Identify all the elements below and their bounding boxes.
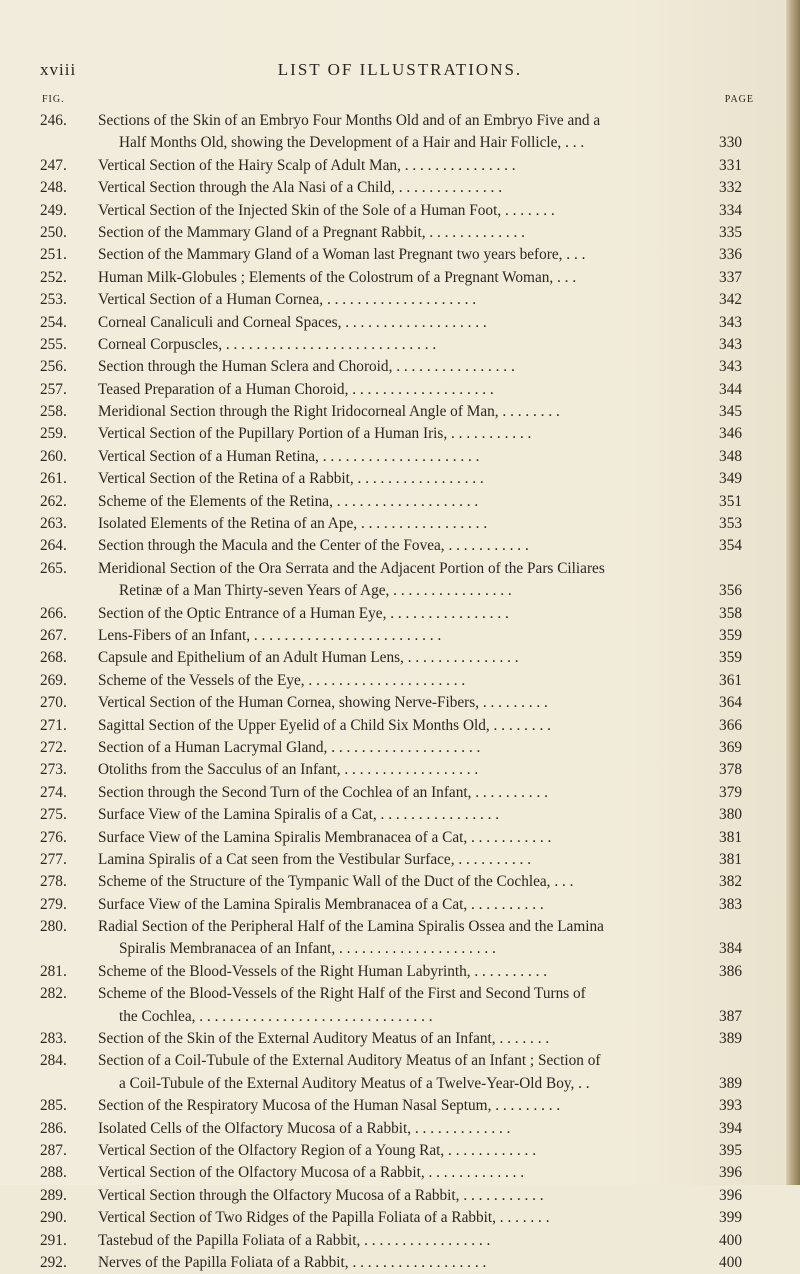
list-item — [0, 871, 786, 893]
page-column-label: PAGE — [724, 94, 754, 105]
list-item — [0, 1118, 786, 1140]
page-reference: 386 — [719, 962, 742, 980]
figure-number: 260. — [40, 447, 67, 465]
figure-caption: Scheme of the Vessels of the Eye, . . . . . . . . . . . . . . . . . . . . . — [98, 671, 466, 689]
figure-number: 289. — [40, 1186, 67, 1204]
list-item — [0, 1028, 786, 1050]
page-reference: 342 — [719, 291, 742, 309]
figure-number: 283. — [40, 1030, 67, 1048]
figure-caption: Sagittal Section of the Upper Eyelid of a Child Six Months Old, . . . . . . . . — [98, 716, 551, 734]
list-item — [0, 491, 786, 513]
page-reference: 349 — [719, 470, 742, 488]
figure-number: 261. — [40, 470, 67, 488]
entry-line — [0, 312, 786, 334]
list-item — [0, 535, 786, 557]
entry-continuation-line — [0, 938, 786, 960]
figure-caption: Surface View of the Lamina Spiralis Membranacea of a Cat, . . . . . . . . . . . — [98, 828, 552, 846]
figure-caption: Nerves of the Papilla Foliata of a Rabbit, . . . . . . . . . . . . . . . . . . — [98, 1253, 487, 1271]
list-item — [0, 1162, 786, 1184]
list-item — [0, 312, 786, 334]
figure-number: 246. — [40, 112, 67, 129]
page-reference: 344 — [719, 380, 742, 398]
figure-caption: Human Milk-Globules ; Elements of the Colostrum of a Pregnant Woman, . . . — [98, 268, 577, 286]
page-reference: 382 — [719, 873, 742, 891]
figure-caption: Vertical Section of a Human Retina, . . . . . . . . . . . . . . . . . . . . . — [98, 447, 480, 465]
figure-number: 281. — [40, 962, 67, 980]
figure-number: 267. — [40, 626, 67, 644]
figure-number: 255. — [40, 335, 67, 353]
list-item — [0, 1207, 786, 1229]
figure-caption: Section of the Mammary Gland of a Pregnant Rabbit, . . . . . . . . . . . . . — [98, 223, 525, 241]
page-reference: 366 — [719, 716, 742, 734]
figure-number: 274. — [40, 783, 67, 801]
list-item — [0, 804, 786, 826]
figure-caption: Vertical Section of a Human Cornea, . . . . . . . . . . . . . . . . . . . . — [98, 291, 477, 309]
entry-line — [0, 849, 786, 871]
page-reference: 359 — [719, 649, 742, 667]
figure-caption: Radial Section of the Peripheral Half of the Lamina Spiralis Ossea and the Lamina — [98, 918, 604, 936]
page-reference: 351 — [719, 492, 742, 510]
figure-caption: Teased Preparation of a Human Choroid, . . . . . . . . . . . . . . . . . . . — [98, 380, 494, 398]
entry-line — [0, 267, 786, 289]
figure-number: 256. — [40, 358, 67, 376]
entry-line — [0, 1162, 786, 1184]
figure-caption: Vertical Section of the Hairy Scalp of Adult Man, . . . . . . . . . . . . . . . — [98, 156, 516, 174]
figure-number: 273. — [40, 761, 67, 779]
figure-caption: Vertical Section of the Olfactory Region of a Young Rat, . . . . . . . . . . . . — [98, 1141, 537, 1159]
figure-number: 286. — [40, 1119, 67, 1137]
entry-line — [0, 961, 786, 983]
page-reference: 359 — [719, 626, 742, 644]
page-reference: 396 — [719, 1186, 742, 1204]
page-reference: 395 — [719, 1141, 742, 1159]
figure-number: 259. — [40, 425, 67, 443]
list-item — [0, 356, 786, 378]
page-reference: 356 — [719, 582, 742, 600]
page-reference: 348 — [719, 447, 742, 465]
page-reference: 358 — [719, 604, 742, 622]
list-item — [0, 715, 786, 737]
figure-caption: Tastebud of the Papilla Foliata of a Rabbit, . . . . . . . . . . . . . . . . . — [98, 1231, 491, 1249]
entry-line — [0, 423, 786, 445]
list-item — [0, 1252, 786, 1274]
list-item — [0, 177, 786, 199]
page-reference: 381 — [719, 828, 742, 846]
figure-number: 257. — [40, 380, 67, 398]
list-item — [0, 401, 786, 423]
entry-line — [0, 827, 786, 849]
entry-line — [0, 871, 786, 893]
figure-number: 251. — [40, 246, 67, 264]
page-number-roman: xviii — [40, 60, 77, 79]
figure-caption: Surface View of the Lamina Spiralis of a Cat, . . . . . . . . . . . . . . . . — [98, 806, 500, 824]
figure-number: 268. — [40, 649, 67, 667]
list-item — [0, 894, 786, 916]
page-reference: 361 — [719, 671, 742, 689]
figure-caption: Otoliths from the Sacculus of an Infant, . . . . . . . . . . . . . . . . . . — [98, 761, 479, 779]
list-item — [0, 827, 786, 849]
entry-line — [0, 200, 786, 222]
figure-caption: Section of the Skin of the External Auditory Meatus of an Infant, . . . . . . . — [98, 1030, 550, 1048]
figure-caption: Vertical Section of the Olfactory Mucosa of a Rabbit, . . . . . . . . . . . . . — [98, 1164, 525, 1182]
entry-line — [0, 513, 786, 535]
figure-caption: Lamina Spiralis of a Cat seen from the Vestibular Surface, . . . . . . . . . . — [98, 850, 532, 868]
page-reference: 332 — [719, 179, 742, 197]
figure-caption: Isolated Cells of the Olfactory Mucosa of a Rabbit, . . . . . . . . . . . . . — [98, 1119, 511, 1137]
entry-line — [0, 491, 786, 513]
figure-number: 266. — [40, 604, 67, 622]
page-reference: 378 — [719, 761, 742, 779]
entry-line — [0, 244, 786, 266]
entry-line — [0, 1028, 786, 1050]
entry-line — [0, 759, 786, 781]
figure-number: 264. — [40, 537, 67, 555]
page-reference: 400 — [719, 1231, 742, 1249]
page-reference: 330 — [719, 134, 742, 152]
entry-continuation-line — [0, 580, 786, 602]
list-item — [0, 468, 786, 490]
page-reference: 335 — [719, 223, 742, 241]
figure-caption: Half Months Old, showing the Development of a Hair and Hair Follicle, . . . — [119, 134, 585, 152]
entry-line — [0, 289, 786, 311]
entry-line — [0, 334, 786, 356]
list-item — [0, 849, 786, 871]
entry-line — [0, 894, 786, 916]
figure-number: 270. — [40, 694, 67, 712]
page-title: LIST OF ILLUSTRATIONS. — [277, 60, 523, 79]
page-reference: 343 — [719, 313, 742, 331]
figure-caption: Corneal Canaliculi and Corneal Spaces, . . . . . . . . . . . . . . . . . . . — [98, 313, 487, 331]
entry-line — [0, 1207, 786, 1229]
figure-number: 252. — [40, 268, 67, 286]
page-reference: 353 — [719, 515, 742, 533]
page-reference: 336 — [719, 246, 742, 264]
figure-number: 290. — [40, 1209, 67, 1227]
list-item — [0, 513, 786, 535]
entry-line — [0, 222, 786, 244]
page-reference: 346 — [719, 425, 742, 443]
list-item — [0, 625, 786, 647]
page-reference: 364 — [719, 694, 742, 712]
figure-caption: Surface View of the Lamina Spiralis Membranacea of a Cat, . . . . . . . . . . — [98, 895, 544, 913]
list-item — [0, 222, 786, 244]
figure-number: 248. — [40, 179, 67, 197]
figure-caption: Section of the Respiratory Mucosa of the Human Nasal Septum, . . . . . . . . . — [98, 1097, 561, 1115]
figure-caption: Scheme of the Blood-Vessels of the Right Half of the First and Second Turns of — [98, 985, 586, 1003]
figure-number: 265. — [40, 559, 67, 577]
figure-caption: Section through the Macula and the Center of the Fovea, . . . . . . . . . . . — [98, 537, 529, 555]
list-item — [0, 446, 786, 468]
figure-caption: Isolated Elements of the Retina of an Ape, . . . . . . . . . . . . . . . . . — [98, 515, 488, 533]
entry-line — [0, 916, 786, 938]
entry-line — [0, 356, 786, 378]
page-reference: 331 — [719, 156, 742, 174]
figure-caption: Vertical Section of the Pupillary Portion of a Human Iris, . . . . . . . . . . . — [98, 425, 532, 443]
entry-line — [0, 177, 786, 199]
figure-caption: Meridional Section of the Ora Serrata and the Adjacent Portion of the Pars Ciliares — [98, 559, 605, 577]
figure-number: 271. — [40, 716, 67, 734]
list-item — [0, 110, 786, 155]
entry-line — [0, 468, 786, 490]
figure-caption: Vertical Section of the Injected Skin of the Sole of a Human Foot, . . . . . . . — [98, 201, 555, 219]
figure-number: 250. — [40, 223, 67, 241]
list-item — [0, 423, 786, 445]
list-item — [0, 1050, 786, 1095]
list-item — [0, 1185, 786, 1207]
entry-continuation-line — [0, 1073, 786, 1095]
entry-line — [0, 446, 786, 468]
figure-caption: Vertical Section of Two Ridges of the Papilla Foliata of a Rabbit, . . . . . . . — [98, 1209, 550, 1227]
entry-line — [0, 647, 786, 669]
figure-caption: Section of the Mammary Gland of a Woman last Pregnant two years before, . . . — [98, 246, 586, 264]
list-item — [0, 334, 786, 356]
illustrations-list — [0, 110, 786, 1274]
column-headings — [42, 94, 754, 108]
page-reference: 380 — [719, 806, 742, 824]
figure-number: 269. — [40, 671, 67, 689]
entry-line — [0, 804, 786, 826]
figure-number: 263. — [40, 515, 67, 533]
figure-caption: the Cochlea, . . . . . . . . . . . . . . . . . . . . . . . . . . . . . . . — [119, 1007, 433, 1025]
entry-continuation-line — [0, 132, 786, 154]
figure-caption: Scheme of the Elements of the Retina, . . . . . . . . . . . . . . . . . . . — [98, 492, 479, 510]
list-item — [0, 558, 786, 603]
figure-caption: Section of a Coil-Tubule of the External Auditory Meatus of an Infant ; Section of — [98, 1052, 601, 1070]
page-reference: 399 — [719, 1209, 742, 1227]
figure-number: 279. — [40, 895, 67, 913]
entry-line — [0, 1252, 786, 1274]
figure-caption: Vertical Section through the Olfactory Mucosa of a Rabbit, . . . . . . . . . . . — [98, 1186, 544, 1204]
figure-number: 284. — [40, 1052, 67, 1070]
page-reference: 354 — [719, 537, 742, 555]
page-reference: 389 — [719, 1074, 742, 1092]
figure-caption: Meridional Section through the Right Iridocorneal Angle of Man, . . . . . . . . — [98, 403, 560, 421]
figure-number: 280. — [40, 918, 67, 936]
figure-caption: Sections of the Skin of an Embryo Four Months Old and of an Embryo Five and a — [98, 112, 601, 129]
figure-number: 253. — [40, 291, 67, 309]
list-item — [0, 759, 786, 781]
page-reference: 394 — [719, 1119, 742, 1137]
page-reference: 369 — [719, 738, 742, 756]
entry-line — [0, 1230, 786, 1252]
list-item — [0, 244, 786, 266]
figure-caption: Capsule and Epithelium of an Adult Human Lens, . . . . . . . . . . . . . . . — [98, 649, 519, 667]
entry-line — [0, 983, 786, 1005]
figure-number: 249. — [40, 201, 67, 219]
page-reference: 387 — [719, 1007, 742, 1025]
entry-line — [0, 110, 786, 132]
figure-number: 262. — [40, 492, 67, 510]
page-reference: 345 — [719, 403, 742, 421]
figure-caption: Vertical Section of the Retina of a Rabbit, . . . . . . . . . . . . . . . . . — [98, 470, 484, 488]
entry-line — [0, 625, 786, 647]
figure-caption: Section of a Human Lacrymal Gland, . . . . . . . . . . . . . . . . . . . . — [98, 738, 481, 756]
list-item — [0, 603, 786, 625]
figure-number: 282. — [40, 985, 67, 1003]
entry-line — [0, 737, 786, 759]
list-item — [0, 983, 786, 1028]
figure-caption: Section of the Optic Entrance of a Human Eye, . . . . . . . . . . . . . . . . — [98, 604, 509, 622]
list-item — [0, 961, 786, 983]
list-item — [0, 692, 786, 714]
figure-caption: Scheme of the Structure of the Tympanic Wall of the Duct of the Cochlea, . . . — [98, 873, 574, 891]
entry-line — [0, 379, 786, 401]
list-item — [0, 737, 786, 759]
page-reference: 393 — [719, 1097, 742, 1115]
entry-line — [0, 670, 786, 692]
page-reference: 337 — [719, 268, 742, 286]
figure-number: 277. — [40, 850, 67, 868]
page-edge — [786, 0, 800, 1185]
list-item — [0, 1095, 786, 1117]
entry-line — [0, 1185, 786, 1207]
list-item — [0, 1140, 786, 1162]
figure-number: 278. — [40, 873, 67, 891]
entry-line — [0, 692, 786, 714]
figure-number: 275. — [40, 806, 67, 824]
list-item — [0, 289, 786, 311]
figure-caption: Spiralis Membranacea of an Infant, . . . . . . . . . . . . . . . . . . . . . — [119, 940, 496, 958]
figure-caption: Section through the Second Turn of the Cochlea of an Infant, . . . . . . . . . . — [98, 783, 548, 801]
figure-caption: Vertical Section of the Human Cornea, showing Nerve-Fibers, . . . . . . . . . — [98, 694, 548, 712]
page-reference: 389 — [719, 1030, 742, 1048]
list-item — [0, 200, 786, 222]
page-reference: 396 — [719, 1164, 742, 1182]
figure-number: 254. — [40, 313, 67, 331]
entry-line — [0, 155, 786, 177]
list-item — [0, 379, 786, 401]
page-reference: 379 — [719, 783, 742, 801]
figure-caption: Section through the Human Sclera and Choroid, . . . . . . . . . . . . . . . . — [98, 358, 515, 376]
figure-caption: a Coil-Tubule of the External Auditory Meatus of a Twelve-Year-Old Boy, . . — [119, 1074, 590, 1092]
list-item — [0, 670, 786, 692]
entry-continuation-line — [0, 1006, 786, 1028]
entry-line — [0, 603, 786, 625]
entry-line — [0, 1050, 786, 1072]
page-reference: 343 — [719, 358, 742, 376]
page-header — [40, 60, 760, 84]
page-reference: 381 — [719, 850, 742, 868]
page-reference: 334 — [719, 201, 742, 219]
fig-column-label: FIG. — [42, 94, 65, 105]
entry-line — [0, 1095, 786, 1117]
figure-number: 285. — [40, 1097, 67, 1115]
figure-number: 292. — [40, 1253, 67, 1271]
figure-number: 272. — [40, 738, 67, 756]
list-item — [0, 155, 786, 177]
entry-line — [0, 1140, 786, 1162]
entry-line — [0, 782, 786, 804]
page-reference: 400 — [719, 1253, 742, 1271]
entry-line — [0, 401, 786, 423]
page-reference: 343 — [719, 335, 742, 353]
list-item — [0, 1230, 786, 1252]
entry-line — [0, 1118, 786, 1140]
figure-number: 291. — [40, 1231, 67, 1249]
list-item — [0, 267, 786, 289]
page-reference: 384 — [719, 940, 742, 958]
figure-number: 288. — [40, 1164, 67, 1182]
figure-number: 276. — [40, 828, 67, 846]
figure-caption: Scheme of the Blood-Vessels of the Right Human Labyrinth, . . . . . . . . . . — [98, 962, 548, 980]
list-item — [0, 782, 786, 804]
figure-number: 287. — [40, 1141, 67, 1159]
entry-line — [0, 535, 786, 557]
list-item — [0, 916, 786, 961]
figure-caption: Retinæ of a Man Thirty-seven Years of Age, . . . . . . . . . . . . . . . . — [119, 582, 512, 600]
entry-line — [0, 558, 786, 580]
figure-caption: Corneal Corpuscles, . . . . . . . . . . . . . . . . . . . . . . . . . . . . — [98, 335, 437, 353]
figure-caption: Lens-Fibers of an Infant, . . . . . . . . . . . . . . . . . . . . . . . . . — [98, 626, 442, 644]
figure-number: 247. — [40, 156, 67, 174]
entry-line — [0, 715, 786, 737]
figure-caption: Vertical Section through the Ala Nasi of a Child, . . . . . . . . . . . . . . — [98, 179, 503, 197]
list-item — [0, 647, 786, 669]
page-reference: 383 — [719, 895, 742, 913]
figure-number: 258. — [40, 403, 67, 421]
